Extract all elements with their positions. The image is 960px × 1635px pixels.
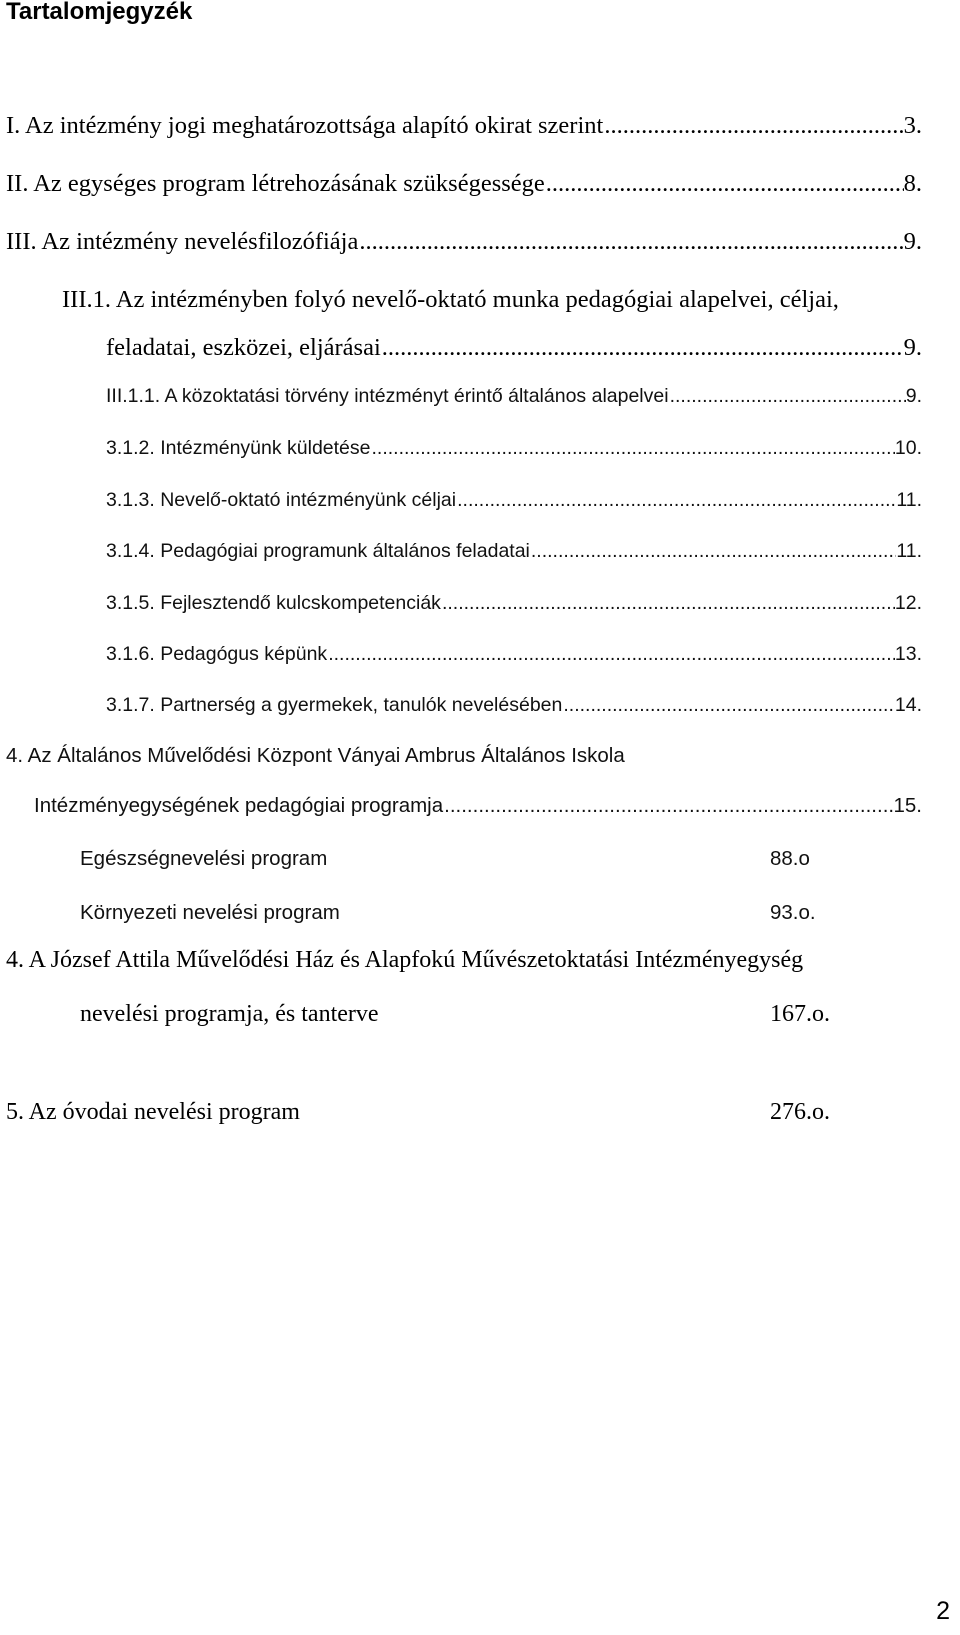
toc-leader — [546, 170, 904, 198]
toc-entry-label: 4. Az Általános Művelődési Központ Ványai Ambrus Általános Iskola — [6, 744, 625, 767]
toc-page-number: 11. — [896, 540, 922, 562]
toc-entry[interactable] — [106, 592, 922, 615]
toc-entry-label: III.1.1. A közoktatási törvény intézményt érintő általános alapelvei — [106, 385, 669, 407]
toc-entry-label: 3.1.7. Partnerség a gyermekek, tanulók nevelésében — [106, 694, 563, 716]
toc-entry-label[interactable]: Egészségnevelési program — [80, 847, 328, 870]
toc-entry-label: feladatai, eszközei, eljárásai — [106, 334, 381, 361]
toc-page-number: 15. — [893, 794, 922, 817]
toc-entry-label: III. Az intézmény nevelésfilozófiája — [6, 228, 359, 255]
toc-entry[interactable] — [62, 286, 922, 314]
page-number: 2 — [936, 1597, 950, 1625]
toc-entry-label[interactable]: Környezeti nevelési program — [80, 901, 340, 924]
toc-entry[interactable] — [106, 540, 922, 563]
toc-entry-label: 3.1.3. Nevelő-oktató intézményünk céljai — [106, 489, 457, 511]
toc-entry-label[interactable]: nevelési programja, és tanterve — [80, 1001, 379, 1027]
toc-entry-label: III.1. Az intézményben folyó nevelő-oktató munka pedagógiai alapelvei, céljai, — [62, 286, 839, 313]
toc-entry-label: 3.1.2. Intézményünk küldetése — [106, 437, 371, 459]
toc-entry-label: 3.1.4. Pedagógiai programunk általános feladatai — [106, 540, 530, 562]
toc-entry[interactable] — [6, 170, 922, 198]
toc-leader — [442, 592, 895, 615]
toc-entry-label: 3.1.5. Fejlesztendő kulcskompetenciák — [106, 592, 441, 614]
toc-page-number: 10. — [894, 437, 922, 459]
toc-page-number: 13. — [894, 643, 922, 665]
toc-page-number: 9. — [903, 228, 922, 255]
toc-page-number: 93.o. — [770, 901, 816, 924]
toc-page-number: 9. — [905, 385, 922, 407]
toc-leader — [372, 437, 895, 460]
page-title: Tartalomjegyzék — [6, 0, 193, 25]
toc-entry[interactable] — [34, 794, 922, 818]
toc-page-number: 9. — [903, 334, 922, 361]
toc-page-number: 167.o. — [770, 1001, 830, 1027]
toc-page-number: 12. — [894, 592, 922, 614]
toc-page-number: 14. — [894, 694, 922, 716]
toc-entry[interactable] — [106, 385, 922, 408]
toc-leader — [328, 643, 895, 666]
toc-entry-label[interactable]: 5. Az óvodai nevelési program — [6, 1099, 300, 1125]
toc-entry[interactable] — [6, 228, 922, 256]
toc-leader — [444, 794, 893, 818]
toc-page-number: 11. — [896, 489, 922, 511]
toc-leader — [563, 694, 895, 717]
toc-entry[interactable] — [6, 744, 922, 768]
toc-entry[interactable] — [106, 437, 922, 460]
toc-entry-label: I. Az intézmény jogi meghatározottsága alapító okirat szerint — [6, 112, 604, 139]
toc-page-number: 276.o. — [770, 1099, 830, 1125]
toc-entry-label: 3.1.6. Pedagógus képünk — [106, 643, 328, 665]
toc-page-number: 8. — [903, 170, 922, 197]
toc-entry-label: Intézményegységének pedagógiai programja — [34, 794, 444, 817]
toc-entry-label[interactable]: 4. A József Attila Művelődési Ház és Alapfokú Művészetoktatási Intézményegység — [6, 947, 804, 973]
toc-leader — [531, 540, 896, 563]
toc-leader — [382, 334, 904, 362]
toc-entry-label: II. Az egységes program létrehozásának szükségessége — [6, 170, 545, 197]
toc-entry[interactable] — [6, 112, 922, 140]
toc-leader — [604, 112, 903, 140]
toc-page-number: 88.o — [770, 847, 810, 870]
toc-entry[interactable] — [106, 643, 922, 666]
toc-entry[interactable] — [106, 334, 922, 362]
toc-leader — [670, 385, 906, 408]
toc-leader — [457, 489, 896, 512]
toc-leader — [359, 228, 903, 256]
toc-entry[interactable] — [106, 489, 922, 512]
toc-entry[interactable] — [106, 694, 922, 717]
toc-page-number: 3. — [903, 112, 922, 139]
